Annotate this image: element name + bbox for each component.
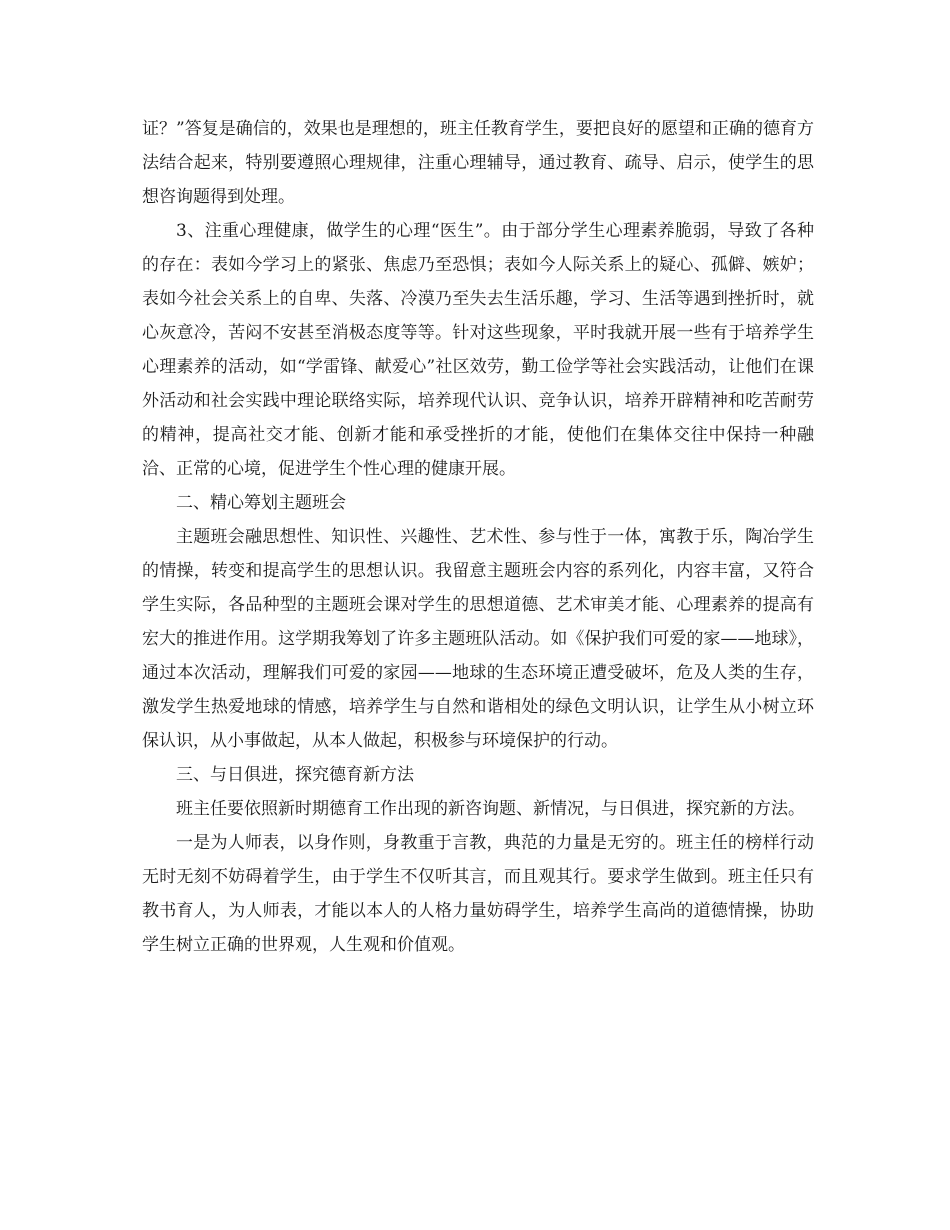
paragraph-continuation: 证？”答复是确信的，效果也是理想的，班主任教育学生，要把良好的愿望和正确的德育方法结合起来，特别要遵照心理规律，注重心理辅导，通过教育、疏导、启示，使学生的思想咨询题得到处理。 [142,119,814,207]
section-heading-2: 二、精心筹划主题班会 [176,493,346,513]
document-body [142,112,814,962]
paragraph-point-3: 3、注重心理健康，做学生的心理“医生”。由于部分学生心理素养脆弱，导致了各种的存在：表如今学习上的紧张、焦虑乃至恐惧；表如今人际关系上的疑心、孤僻、嫉妒；表如今社会关系上的自卑、失落、冷漠乃至失去生活乐趣，学习、生活等遇到挫折时，就心灰意冷，苦闷不安甚至消极态度等等。针对这些现象，平时我就开展一些有于培养学生心理素养的活动，如“学雷锋、献爱心”社区效劳，勤工俭学等社会实践活动，让他们在课外活动和社会实践中理论联络实际，培养现代认识、竞争认识，培养开辟精神和吃苦耐劳的精神，提高社交才能、创新才能和承受挫折的才能，使他们在集体交往中保持一种融洽、正常的心境，促进学生个性心理的健康开展。 [142,221,814,479]
paragraph-theme-class-meeting: 主题班会融思想性、知识性、兴趣性、艺术性、参与性于一体，寓教于乐，陶冶学生的情操，转变和提高学生的思想认识。我留意主题班会内容的系列化，内容丰富，又符合学生实际，各品种型的主题班会课对学生的思想道德、艺术审美才能、心理素养的提高有宏大的推进作用。这学期我筹划了许多主题班队活动。如《保护我们可爱的家——地球》，通过本次活动，理解我们可爱的家园——地球的生态环境正遭受破坏，危及人类的生存，激发学生热爱地球的情感，培养学生与自然和谐相处的绿色文明认识，让学生从小树立环保认识，从小事做起，从本人做起，积极参与环境保护的行动。 [142,527,814,751]
paragraph-role-model: 一是为人师表，以身作则，身教重于言教，典范的力量是无穷的。班主任的榜样行动无时无刻不妨碍着学生，由于学生不仅听其言，而且观其行。要求学生做到。班主任只有教书育人，为人师表，才能以本人的人格力量妨碍学生，培养学生高尚的道德情操，协助学生树立正确的世界观，人生观和价值观。 [142,833,814,955]
paragraph-new-methods: 班主任要依照新时期德育工作出现的新咨询题、新情况，与日俱进，探究新的方法。 [176,799,805,819]
section-heading-3: 三、与日俱进，探究德育新方法 [176,765,414,785]
